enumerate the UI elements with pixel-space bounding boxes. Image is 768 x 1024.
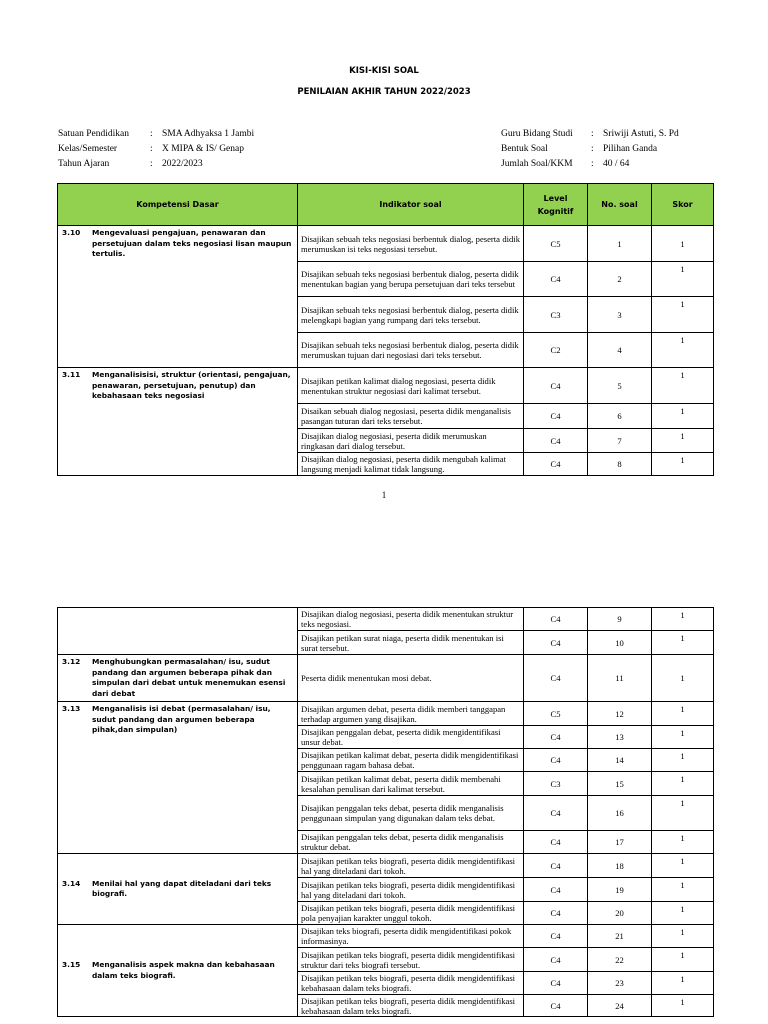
skor-cell: 1	[652, 453, 714, 476]
meta-key: Satuan Pendidikan	[58, 129, 129, 139]
level-cell: C4	[524, 796, 588, 831]
header-kd: Kompetensi Dasar	[58, 184, 298, 226]
no-cell: 17	[588, 831, 652, 854]
competency-cell-continued	[58, 608, 298, 655]
header-skor: Skor	[652, 184, 714, 226]
meta-colon: :	[591, 159, 594, 169]
indikator-cell: Disajikan penggalan debat, peserta didik mengidentifikasi unsur debat.	[298, 726, 524, 749]
indikator-cell: Disajikan teks biografi, peserta didik mengidentifikasi pokok informasinya.	[298, 925, 524, 948]
level-cell: C4	[524, 726, 588, 749]
competency-number: 3.12	[62, 657, 81, 666]
no-cell: 11	[588, 655, 652, 702]
competency-cell	[58, 854, 298, 925]
indikator-cell: Disajikan petikan surat niaga, peserta didik menentukan isi surat tersebut.	[298, 631, 524, 655]
level-cell: C2	[524, 333, 588, 368]
document-title: KISI-KISI SOAL	[349, 66, 419, 76]
level-cell: C4	[524, 655, 588, 702]
skor-cell: 1	[652, 902, 714, 925]
level-cell: C4	[524, 453, 588, 476]
meta-row	[501, 157, 679, 172]
level-cell: C4	[524, 404, 588, 429]
indikator-cell: Disajikan sebuah teks negosiasi berbentuk dialog, peserta didik menentukan bagian yang berupa persetujuan dari teks tersebut	[298, 262, 524, 297]
kisi-table-page-1	[57, 183, 714, 476]
indikator-cell: Disajikan dialog negosiasi, peserta didik merumuskan ringkasan dari dialog tersebut.	[298, 429, 524, 453]
skor-cell: 1	[652, 925, 714, 948]
indikator-cell: Disajikan petikan kalimat dialog negosiasi, peserta didik menentukan struktur negosiasi dari kalimat tersebut.	[298, 368, 524, 404]
level-cell: C4	[524, 995, 588, 1017]
meta-value: 2022/2023	[162, 159, 203, 169]
no-cell: 22	[588, 948, 652, 972]
level-cell: C4	[524, 368, 588, 404]
level-cell: C4	[524, 749, 588, 772]
competency-number: 3.14	[62, 878, 81, 888]
indikator-cell: Disajikan dialog negosiasi, peserta didik menentukan struktur teks negosiasi.	[298, 608, 524, 631]
competency-cell	[58, 925, 298, 1017]
indikator-cell: Disajikan sebuah teks negosiasi berbentuk dialog, peserta didik merumuskan tujuan dari negosiasi dari teks tersebut.	[298, 333, 524, 368]
indikator-cell: Disajikan petikan teks biografi, peserta didik mengidentifikasi struktur dari teks biografi tersebut.	[298, 948, 524, 972]
level-cell: C4	[524, 972, 588, 995]
level-cell: C4	[524, 854, 588, 878]
competency-cell	[58, 226, 298, 368]
meta-value: SMA Adhyaksa 1 Jambi	[162, 129, 255, 139]
level-cell: C4	[524, 429, 588, 453]
table-row	[58, 368, 714, 404]
meta-value: 40 / 64	[603, 159, 630, 169]
competency-number: 3.10	[62, 228, 81, 237]
no-cell: 1	[588, 226, 652, 262]
competency-cell	[58, 368, 298, 476]
skor-cell: 1	[652, 854, 714, 878]
indikator-cell: Disajikan argumen debat, peserta didik memberi tanggapan terhadap argumen yang disajikan.	[298, 702, 524, 726]
header-level: Level Kognitif	[524, 184, 588, 226]
header-indikator: Indikator soal	[298, 184, 524, 226]
no-cell: 8	[588, 453, 652, 476]
skor-cell: 1	[652, 297, 714, 333]
meta-row	[501, 127, 679, 142]
meta-key: Jumlah Soal/KKM	[501, 159, 573, 169]
level-cell: C4	[524, 948, 588, 972]
skor-cell: 1	[652, 631, 714, 655]
table-row	[58, 226, 714, 262]
indikator-cell: Disajikan dialog negosiasi, peserta didik mengubah kalimat langsung menjadi kalimat tidak langsung.	[298, 453, 524, 476]
no-cell: 10	[588, 631, 652, 655]
no-cell: 7	[588, 429, 652, 453]
no-cell: 5	[588, 368, 652, 404]
table-row	[58, 702, 714, 726]
no-cell: 3	[588, 297, 652, 333]
table-row	[58, 854, 714, 878]
indikator-cell: Disajikan penggalan teks debat, peserta didik menganalisis struktur debat.	[298, 831, 524, 854]
no-cell: 14	[588, 749, 652, 772]
skor-cell: 1	[652, 749, 714, 772]
competency-text: Menganalisis aspek makna dan kebahasaan dalam teks biografi.	[92, 960, 275, 980]
no-cell: 13	[588, 726, 652, 749]
skor-cell: 1	[652, 333, 714, 368]
indikator-cell: Disajikan petikan kalimat debat, peserta didik membenahi kesalahan penulisan dari kalimat tersebut.	[298, 772, 524, 796]
skor-cell: 1	[652, 262, 714, 297]
meta-value: Pilihan Ganda	[603, 144, 658, 154]
meta-key: Guru Bidang Studi	[501, 129, 573, 139]
meta-colon: :	[150, 144, 153, 154]
table-row	[58, 925, 714, 948]
skor-cell: 1	[652, 404, 714, 429]
no-cell: 23	[588, 972, 652, 995]
meta-row	[58, 142, 254, 157]
table-row	[58, 608, 714, 631]
no-cell: 16	[588, 796, 652, 831]
header-no: No. soal	[588, 184, 652, 226]
no-cell: 21	[588, 925, 652, 948]
meta-left	[58, 127, 254, 172]
indikator-cell: Disajikan petikan kalimat debat, peserta didik mengidentifikasi penggunaan ragam bahasa debat.	[298, 749, 524, 772]
skor-cell: 1	[652, 948, 714, 972]
no-cell: 15	[588, 772, 652, 796]
indikator-cell: Disajikan petikan teks biografi, peserta didik mengidentifikasi hal yang diteladani dari tokoh.	[298, 854, 524, 878]
skor-cell: 1	[652, 995, 714, 1017]
competency-number: 3.13	[62, 704, 81, 713]
competency-text: Menilai hal yang dapat diteladani dari teks biografi.	[92, 878, 272, 898]
level-cell: C4	[524, 262, 588, 297]
indikator-cell: Disajikan petikan teks biografi, peserta didik mengidentifikasi kebahasaan dalam teks biografi.	[298, 995, 524, 1017]
indikator-cell: Disajikan penggalan teks debat, peserta didik menganalisis penggunaan simpulan yang digunakan dalam teks debat.	[298, 796, 524, 831]
competency-number: 3.15	[62, 960, 81, 969]
skor-cell: 1	[652, 368, 714, 404]
meta-colon: :	[150, 129, 153, 139]
no-cell: 6	[588, 404, 652, 429]
indikator-cell: Disajikan sebuah teks negosiasi berbentuk dialog, peserta didik melengkapi bagian yang rumpang dari teks tersebut.	[298, 297, 524, 333]
no-cell: 9	[588, 608, 652, 631]
competency-text: Menganalisis isi debat (permasalahan/ isu, sudut pandang dan argumen beberapa pihak,dan simpulan)	[92, 704, 271, 734]
skor-cell: 1	[652, 429, 714, 453]
level-cell: C4	[524, 608, 588, 631]
skor-cell: 1	[652, 796, 714, 831]
skor-cell: 1	[652, 972, 714, 995]
skor-cell: 1	[652, 608, 714, 631]
skor-cell: 1	[652, 226, 714, 262]
competency-cell	[58, 655, 298, 702]
meta-colon: :	[591, 144, 594, 154]
meta-value: X MIPA & IS/ Genap	[162, 144, 244, 154]
meta-row	[58, 157, 254, 172]
skor-cell: 1	[652, 831, 714, 854]
skor-cell: 1	[652, 702, 714, 726]
table-header-row	[58, 184, 714, 226]
skor-cell: 1	[652, 726, 714, 749]
no-cell: 4	[588, 333, 652, 368]
meta-colon: :	[591, 129, 594, 139]
level-cell: C4	[524, 878, 588, 902]
indikator-cell: Disajikan petikan teks biografi, peserta didik mengidentifikasi kebahasaan dalam teks biografi.	[298, 972, 524, 995]
indikator-cell: Disajikan petikan teks biografi, peserta didik mengidentifikasi hal yang diteladani dari tokoh.	[298, 878, 524, 902]
no-cell: 19	[588, 878, 652, 902]
indikator-cell: Peserta didik menentukan mosi debat.	[298, 655, 524, 702]
meta-key: Kelas/Semester	[58, 144, 118, 154]
competency-cell	[58, 702, 298, 854]
level-cell: C3	[524, 772, 588, 796]
skor-cell: 1	[652, 772, 714, 796]
meta-colon: :	[150, 159, 153, 169]
competency-text: Menghubungkan permasalahan/ isu, sudut pandang dan argumen beberapa pihak dan simpulan dari debat untuk menemukan esensi dari debat	[92, 657, 286, 698]
page-number: 1	[381, 490, 387, 500]
table-row	[58, 655, 714, 702]
document-subtitle: PENILAIAN AKHIR TAHUN 2022/2023	[297, 87, 471, 97]
indikator-cell: Disajikan sebuah teks negosiasi berbentuk dialog, peserta didik merumuskan isi teks negosiasi tersebut.	[298, 226, 524, 262]
no-cell: 20	[588, 902, 652, 925]
level-cell: C5	[524, 226, 588, 262]
level-cell: C4	[524, 631, 588, 655]
level-cell: C3	[524, 297, 588, 333]
competency-number: 3.11	[62, 370, 81, 379]
competency-text: Mengevaluasi pengajuan, penawaran dan persetujuan dalam teks negosiasi lisan maupun tertulis.	[92, 228, 292, 258]
level-cell: C4	[524, 831, 588, 854]
level-cell: C4	[524, 902, 588, 925]
kisi-table-page-2	[57, 607, 714, 1017]
level-cell: C4	[524, 925, 588, 948]
competency-text: Menganalisisisi, struktur (orientasi, pengajuan, penawaran, persetujuan, penutup) dan kebahasaan teks negosiasi	[92, 370, 291, 400]
indikator-cell: Disajikan petikan teks biografi, peserta didik mengidentifikasi pola penyajian karakter unggul tokoh.	[298, 902, 524, 925]
meta-key: Bentuk Soal	[501, 144, 548, 154]
no-cell: 18	[588, 854, 652, 878]
meta-key: Tahun Ajaran	[58, 159, 110, 169]
meta-row	[501, 142, 679, 157]
no-cell: 12	[588, 702, 652, 726]
no-cell: 2	[588, 262, 652, 297]
no-cell: 24	[588, 995, 652, 1017]
meta-row	[58, 127, 254, 142]
level-cell: C5	[524, 702, 588, 726]
skor-cell: 1	[652, 878, 714, 902]
meta-right	[501, 127, 679, 172]
indikator-cell: Disaikan sebuah dialog negosiasi, peserta didik menganalisis pasangan tuturan dari teks tersebut.	[298, 404, 524, 429]
skor-cell: 1	[652, 655, 714, 702]
meta-value: Sriwiji Astuti, S. Pd	[603, 129, 679, 139]
